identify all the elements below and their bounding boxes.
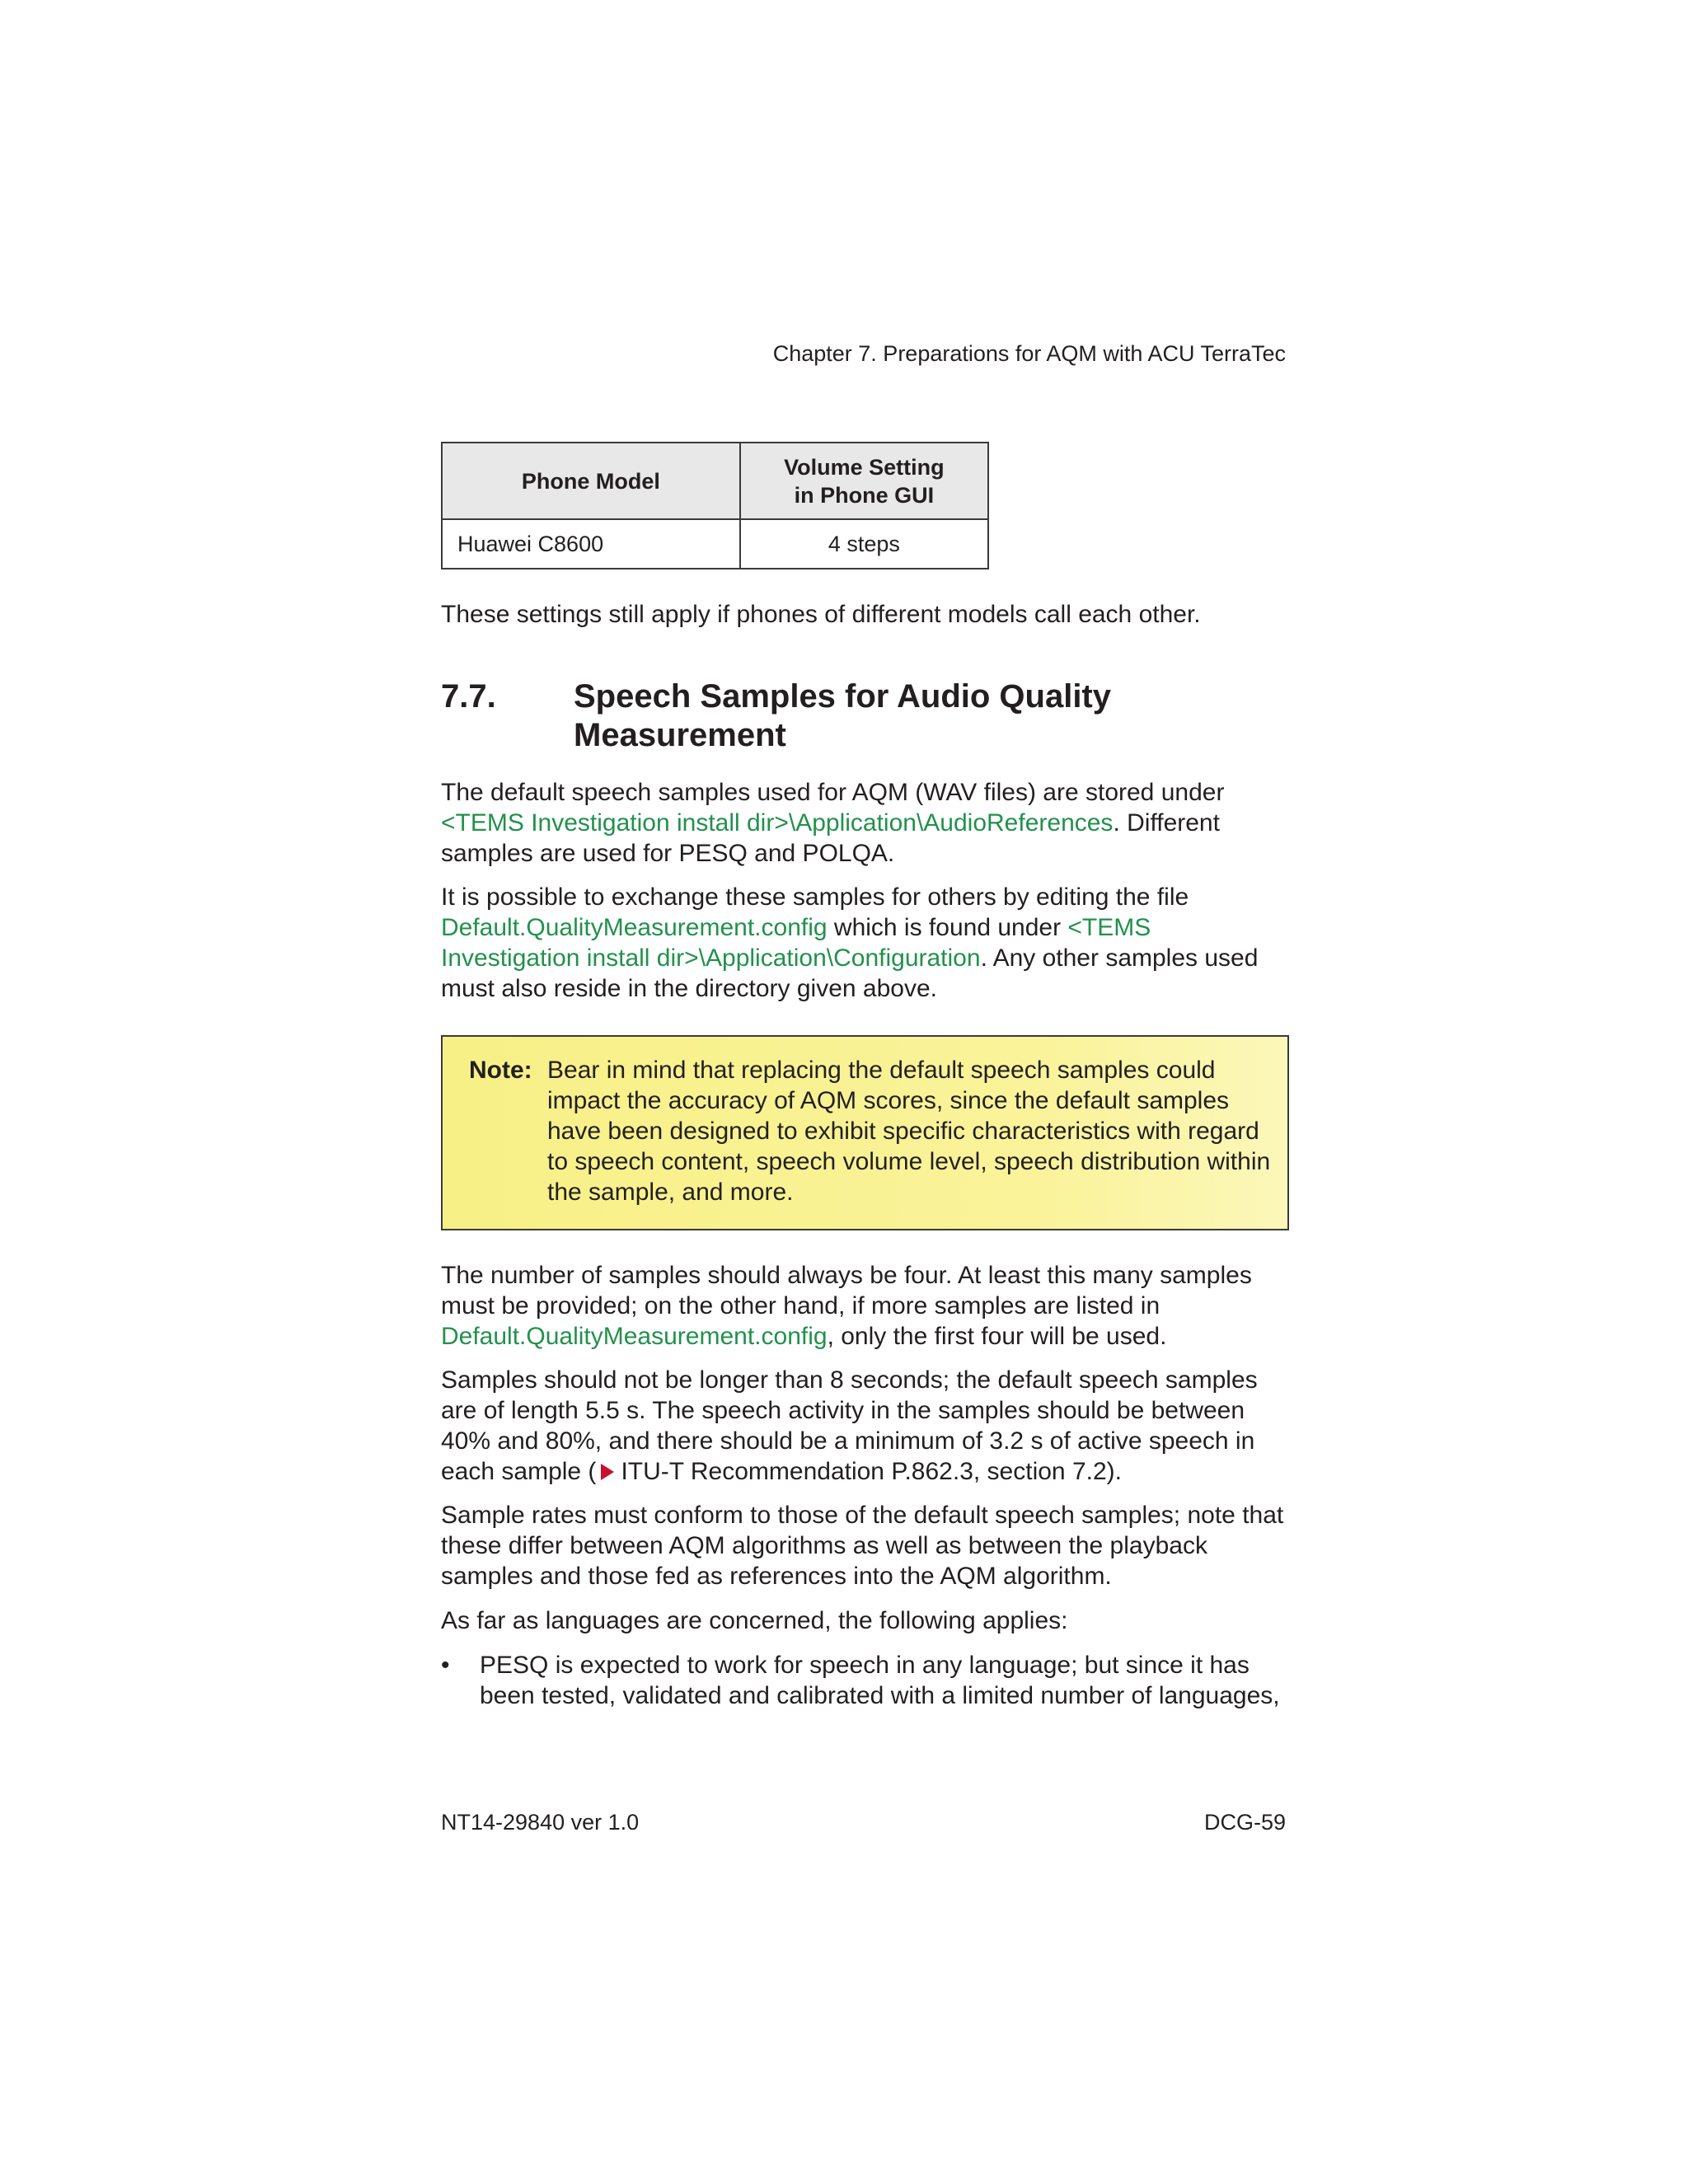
chapter-header: Chapter 7. Preparations for AQM with ACU TerraTec (772, 341, 1286, 366)
audio-references-path-link[interactable]: <TEMS Investigation install dir>\Application\AudioReferences (441, 809, 1114, 837)
table-header-volume-line2: in Phone GUI (794, 482, 935, 508)
section-number: 7.7. (441, 678, 496, 715)
table-header-row (442, 443, 988, 519)
settings-paragraph (441, 599, 1288, 630)
paragraph-number-of-samples (441, 1260, 1288, 1352)
footer-page-number: DCG-59 (1203, 1810, 1286, 1835)
paragraph-text: , only the first four will be used. (827, 1323, 1167, 1350)
paragraph-sample-length (441, 1365, 1288, 1487)
reference-arrow-icon (601, 1464, 614, 1480)
paragraph-text: It is possible to exchange these samples for others by editing the file (441, 883, 1189, 911)
table-header-volume-setting (740, 443, 988, 519)
table-header-volume-line1: Volume Setting (784, 454, 945, 480)
list-item-text: PESQ is expected to work for speech in any language; but since it has been tested, validated and calibrated with a limited number of languages, (480, 1652, 1280, 1709)
paragraph-text: Samples should not be longer than 8 seconds; the default speech samples are of length 5.5 s. The speech activity in the samples should be between 40% and 80%, and there should be a minimum of 3.2 s of active speech in each sample ( (441, 1366, 1258, 1485)
paragraph-text: Sample rates must conform to those of the default speech samples; note that these differ between AQM algorithms as well as between the playback samples and those fed as references into the AQM algorithm. (441, 1502, 1284, 1590)
table-cell-phone-model: Huawei C8600 (442, 519, 740, 569)
paragraph-text: ). (1106, 1458, 1122, 1485)
table-cell-volume-setting: 4 steps (740, 519, 988, 569)
paragraph-text: As far as languages are concerned, the following applies: (441, 1607, 1068, 1634)
settings-text: These settings still apply if phones of different models call each other. (441, 601, 1201, 628)
table-row (442, 519, 988, 569)
itu-reference-link[interactable]: ITU-T Recommendation P.862.3, section 7.2 (621, 1458, 1107, 1485)
paragraph-text: which is found under (827, 914, 1068, 941)
paragraph-text: . Different samples are used for PESQ and POLQA. (441, 809, 1220, 867)
configuration-path-link[interactable]: <TEMS Investigation install dir>\Application\Configuration (441, 914, 1151, 972)
phone-volume-table (441, 442, 989, 569)
paragraph-sample-rates (441, 1500, 1288, 1591)
config-file-link[interactable]: Default.QualityMeasurement.config (441, 914, 828, 941)
bullet-icon: • (441, 1652, 450, 1679)
paragraph-exchange-samples (441, 882, 1288, 1004)
note-text: Bear in mind that replacing the default speech samples could impact the accuracy of AQM scores, since the default samples have been designed to exhibit specific characteristics with regard to speech content, speech volume level, speech distribution within the sample, and more. (547, 1057, 1271, 1206)
paragraph-text: The number of samples should always be four. At least this many samples must be provided; on the other hand, if more samples are listed in (441, 1262, 1252, 1319)
paragraph-default-samples (441, 777, 1288, 869)
note-box (441, 1035, 1289, 1230)
section-title: Speech Samples for Audio Quality Measurement (574, 678, 1111, 753)
paragraph-text: . Any other samples used must also reside in the directory given above. (441, 944, 1259, 1002)
note-label: Note: (469, 1057, 532, 1084)
footer-document-id: NT14-29840 ver 1.0 (441, 1810, 640, 1835)
paragraph-text: The default speech samples used for AQM (WAV files) are stored under (441, 779, 1225, 806)
paragraph-languages (441, 1605, 1288, 1636)
config-file-link[interactable]: Default.QualityMeasurement.config (441, 1323, 828, 1350)
table-header-phone-model: Phone Model (442, 443, 740, 519)
